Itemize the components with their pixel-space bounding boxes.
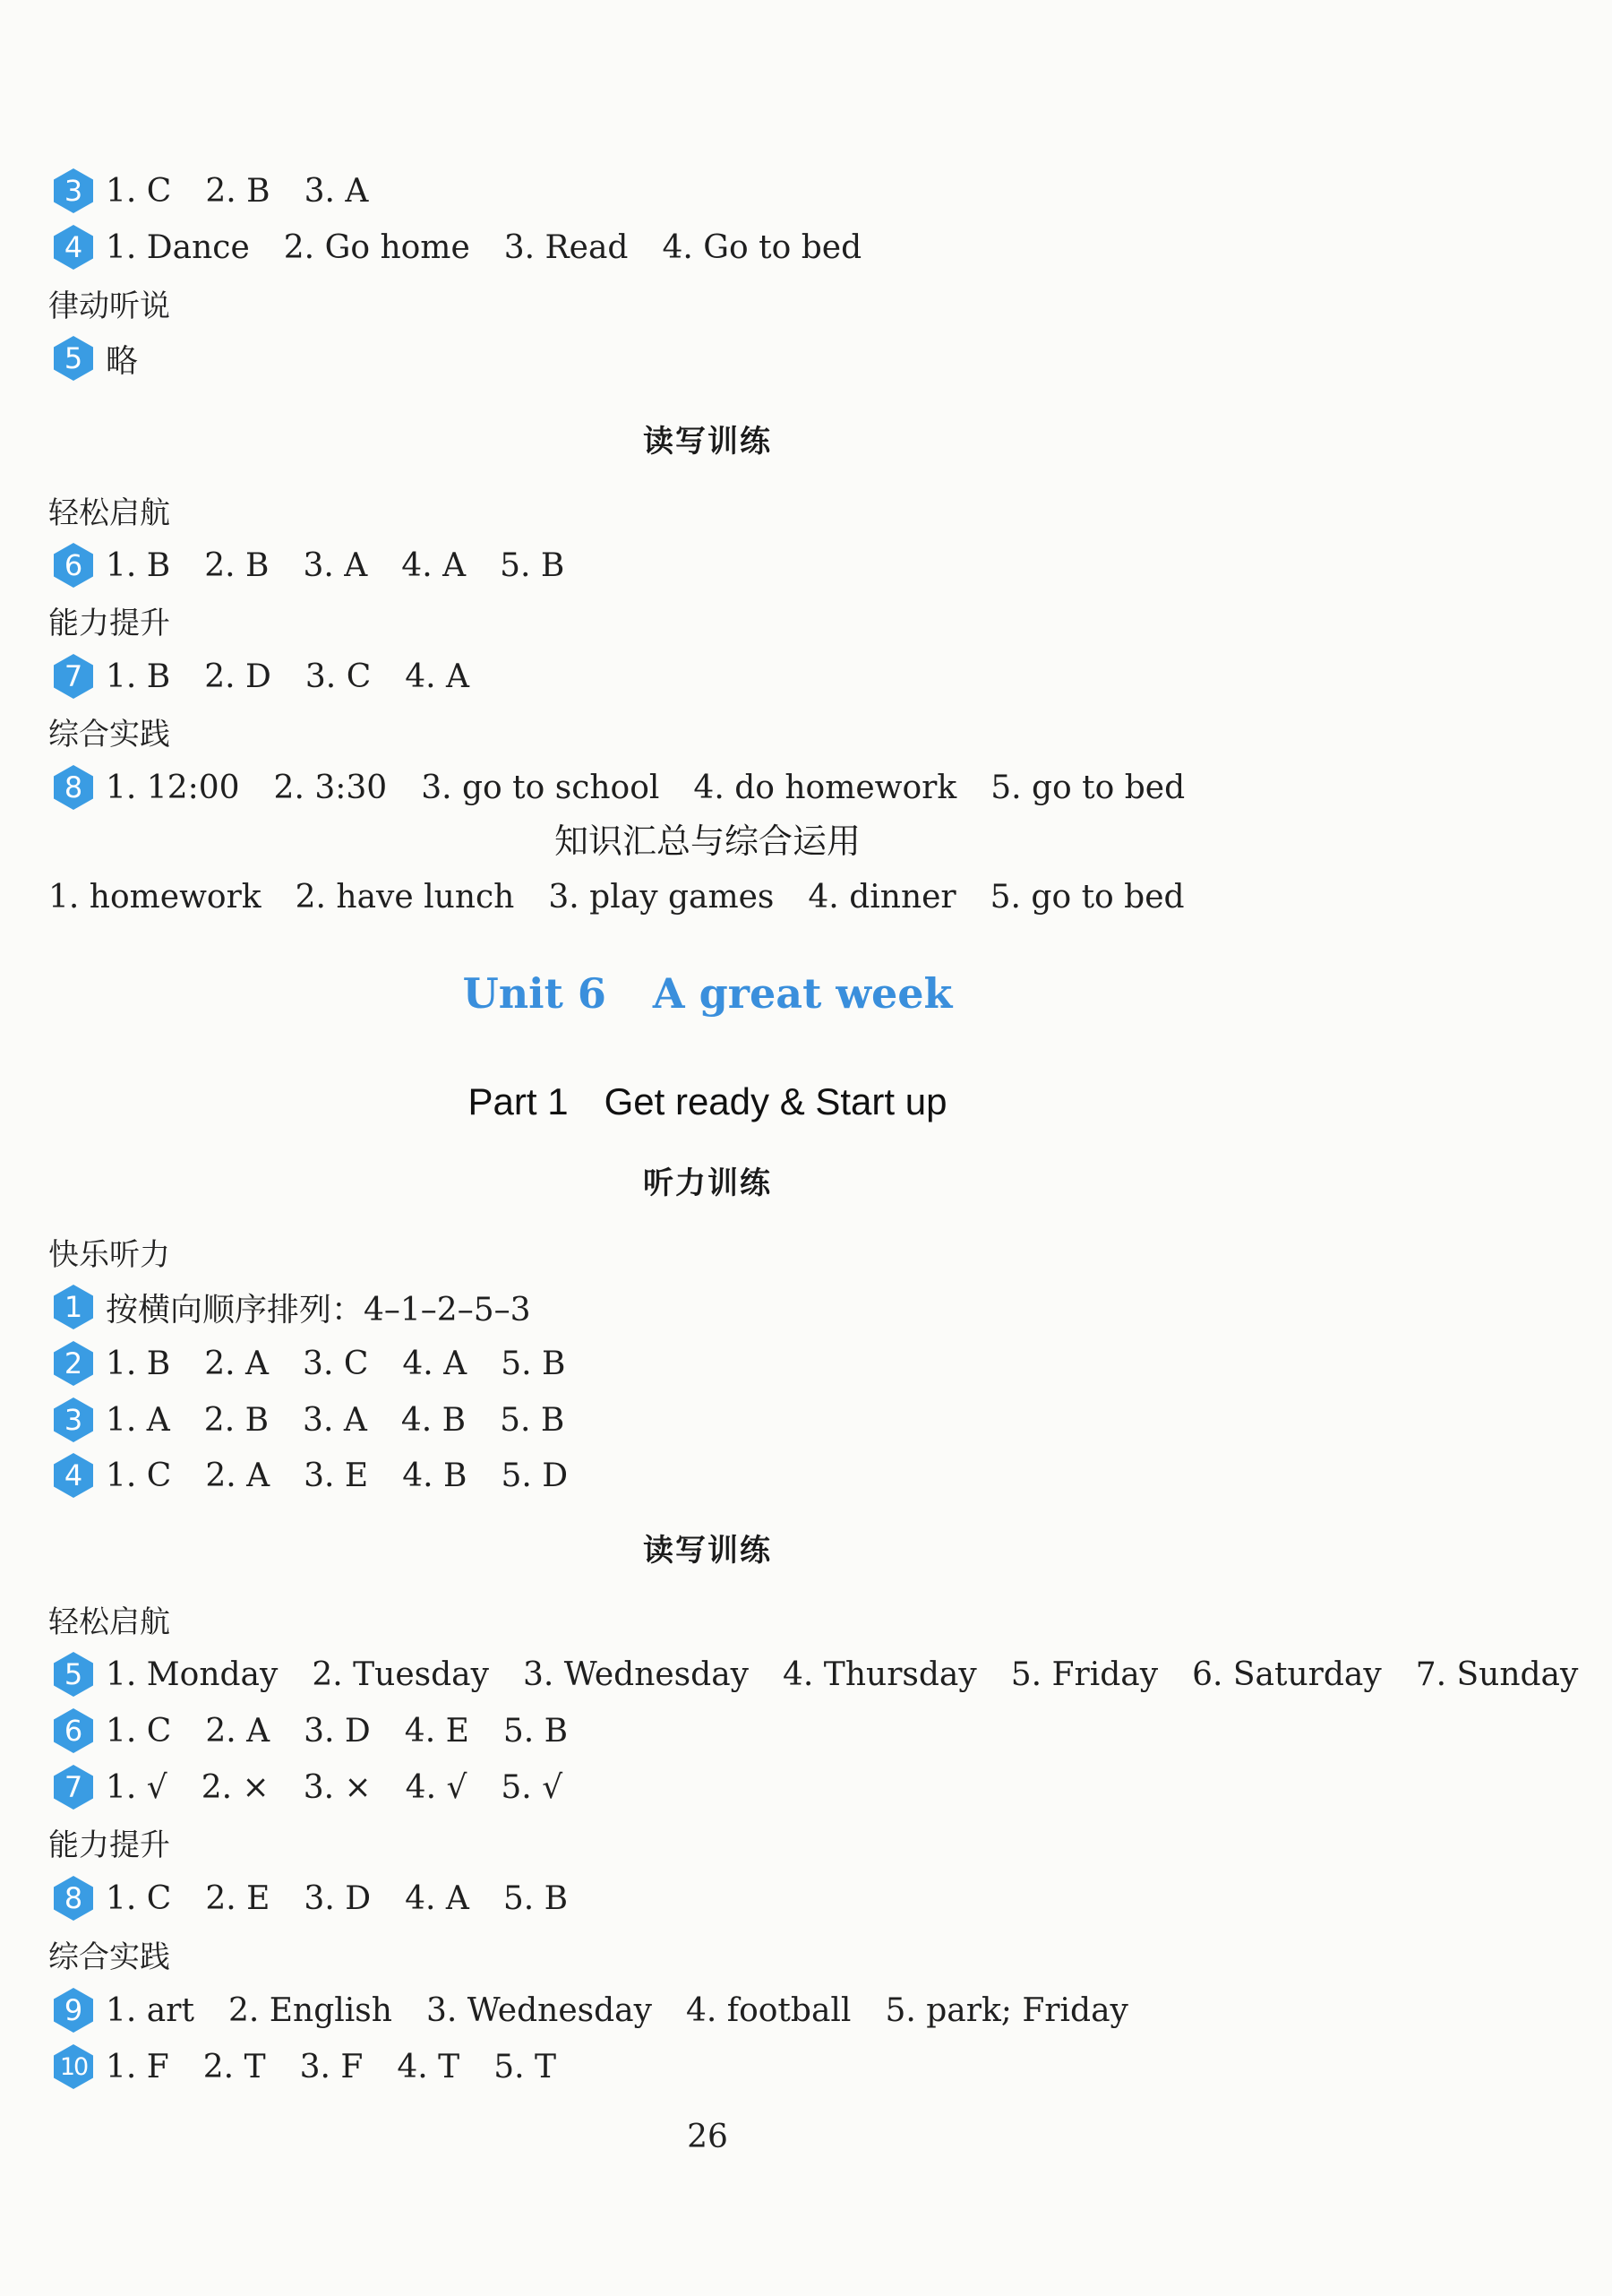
badge-number: 2 xyxy=(64,1346,83,1380)
answer-item: 5. Friday xyxy=(1010,1655,1159,1693)
answer-item: 4. A xyxy=(401,546,467,584)
answer-row-u9 xyxy=(50,1985,1162,2035)
badge-number: 7 xyxy=(64,1770,83,1804)
answer-row-3 xyxy=(50,166,402,216)
answer-row-u3 xyxy=(50,1395,598,1445)
answer-item: 2. A xyxy=(205,1457,270,1494)
hexagon-number-badge-icon xyxy=(50,2043,97,2090)
answer-item: 4. A xyxy=(402,1345,467,1382)
section-heading-summary: 知识汇总与综合运用 xyxy=(553,821,861,861)
answer-item: 3. play games xyxy=(548,878,775,916)
hexagon-number-badge-icon xyxy=(50,653,97,700)
section-label-qingsong: 轻松启航 xyxy=(48,495,170,531)
badge-number: 1 xyxy=(64,1290,83,1324)
badge-number: 10 xyxy=(59,2052,88,2081)
answer-item: 2. E xyxy=(205,1879,270,1917)
answer-item: 4. Go to bed xyxy=(662,228,862,266)
hexagon-number-badge-icon xyxy=(50,1875,97,1922)
answer-item: 1. C xyxy=(106,1879,172,1917)
answer-item: 5. go to bed xyxy=(990,769,1186,806)
answer-item: 2. × xyxy=(201,1768,270,1806)
answer-item: 4. √ xyxy=(405,1768,467,1806)
answer-row-u7 xyxy=(50,1762,596,1812)
answer-row-u8 xyxy=(50,1873,602,1923)
answer-item: 2. Tuesday xyxy=(312,1655,489,1693)
section-heading-reading-writing: 读写训练 xyxy=(643,424,772,460)
badge-number: 4 xyxy=(64,1458,83,1492)
answer-item: 3. Wednesday xyxy=(522,1655,750,1693)
answer-item: 5. B xyxy=(500,546,565,584)
answer-row-4 xyxy=(50,222,896,272)
answer-item: 5. park; Friday xyxy=(885,1991,1128,2029)
answer-item: 1. art xyxy=(106,1991,194,2029)
answer-row-u10 xyxy=(50,2042,590,2092)
answer-item: 4. football xyxy=(685,1991,852,2029)
answer-item: 3. F xyxy=(299,2048,364,2085)
answer-row-u4 xyxy=(50,1450,602,1501)
answer-item: 3. D xyxy=(304,1879,372,1917)
answer-item: 2. B xyxy=(204,546,270,584)
answer-item: 3. go to school xyxy=(421,769,660,806)
part-name: Get ready & Start up xyxy=(604,1080,947,1122)
answer-item: 1. 12:00 xyxy=(106,769,240,806)
badge-number: 3 xyxy=(64,1403,83,1437)
answer-item: 3. A xyxy=(304,172,369,210)
answer-item: 3. A xyxy=(303,546,368,584)
summary-row xyxy=(48,872,1219,922)
section-label-nengli: 能力提升 xyxy=(48,606,170,641)
answer-row-u1 xyxy=(50,1282,565,1332)
answer-row-6 xyxy=(50,540,598,590)
hexagon-number-badge-icon xyxy=(50,1284,97,1330)
answer-item: 1. B xyxy=(106,546,171,584)
answer-item: 1. homework xyxy=(48,878,262,916)
answer-item: 3. Read xyxy=(503,228,629,266)
answer-item: 3. × xyxy=(303,1768,372,1806)
badge-number: 5 xyxy=(64,341,83,375)
answer-item: 略 xyxy=(106,342,139,380)
answer-item: 3. A xyxy=(303,1401,367,1439)
answer-item: 6. Saturday xyxy=(1192,1655,1382,1693)
answer-row-u2 xyxy=(50,1338,599,1389)
answer-item: 4. dinner xyxy=(808,878,956,916)
answer-item: 2. D xyxy=(204,658,271,695)
section-label-zonghe-2: 综合实践 xyxy=(48,1939,170,1975)
answer-item: 1. C xyxy=(106,1457,172,1494)
answer-item: 4. B xyxy=(400,1401,467,1439)
badge-number: 8 xyxy=(64,1881,83,1915)
answer-item: 7. Sunday xyxy=(1415,1655,1579,1693)
answer-item: 4. T xyxy=(397,2048,460,2085)
answer-item: 2. Go home xyxy=(283,228,470,266)
answer-item: 2. B xyxy=(205,172,270,210)
section-label-zonghe: 综合实践 xyxy=(48,717,170,752)
answer-item: 按横向顺序排列：4–1–2–5–3 xyxy=(106,1291,531,1329)
answer-item: 1. B xyxy=(106,1345,171,1382)
unit-label: Unit 6 xyxy=(462,969,606,1018)
part-label: Part 1 xyxy=(467,1080,569,1122)
hexagon-number-badge-icon xyxy=(50,1452,97,1499)
hexagon-number-badge-icon xyxy=(50,1340,97,1387)
hexagon-number-badge-icon xyxy=(50,335,97,382)
badge-number: 6 xyxy=(64,548,83,582)
answer-item: 5. B xyxy=(502,1879,569,1917)
answer-item: 1. Dance xyxy=(106,228,250,266)
answer-item: 5. B xyxy=(500,1401,565,1439)
badge-number: 7 xyxy=(64,659,83,693)
answer-item: 2. have lunch xyxy=(295,878,515,916)
answer-item: 2. A xyxy=(204,1345,270,1382)
section-heading-listening: 听力训练 xyxy=(643,1165,772,1201)
answer-item: 5. √ xyxy=(501,1768,563,1806)
answer-item: 5. T xyxy=(493,2048,556,2085)
answer-item: 5. B xyxy=(501,1345,566,1382)
unit-title xyxy=(0,969,1415,1018)
answer-item: 2. A xyxy=(205,1712,270,1750)
section-label-kuaile: 快乐听力 xyxy=(48,1237,170,1273)
answer-item: 2. B xyxy=(203,1401,270,1439)
answer-row-7 xyxy=(50,651,503,701)
answer-item: 5. go to bed xyxy=(990,878,1185,916)
answer-item: 5. B xyxy=(502,1712,569,1750)
answer-row-u5 xyxy=(50,1649,1612,1699)
answer-row-u6 xyxy=(50,1706,602,1756)
answer-item: 4. B xyxy=(402,1457,467,1494)
badge-number: 8 xyxy=(64,770,83,804)
badge-number: 3 xyxy=(64,174,83,208)
answer-item: 4. do homework xyxy=(693,769,957,806)
answer-item: 3. C xyxy=(303,1345,369,1382)
answer-row-8 xyxy=(50,762,1219,813)
hexagon-number-badge-icon xyxy=(50,1987,97,2034)
hexagon-number-badge-icon xyxy=(50,1397,97,1443)
answer-item: 3. D xyxy=(304,1712,371,1750)
answer-item: 1. F xyxy=(106,2048,169,2085)
page-number: 26 xyxy=(687,2119,728,2155)
answer-item: 4. E xyxy=(404,1712,469,1750)
part-title xyxy=(0,1080,1415,1123)
answer-item: 1. C xyxy=(106,172,172,210)
answer-item: 2. 3:30 xyxy=(273,769,388,806)
hexagon-number-badge-icon xyxy=(50,1651,97,1698)
badge-number: 6 xyxy=(64,1714,83,1748)
hexagon-number-badge-icon xyxy=(50,1764,97,1810)
hexagon-number-badge-icon xyxy=(50,168,97,214)
answer-item: 1. A xyxy=(106,1401,170,1439)
answer-item: 4. Thursday xyxy=(783,1655,977,1693)
answer-item: 3. E xyxy=(304,1457,369,1494)
answer-item: 1. B xyxy=(106,658,171,695)
unit-name: A great week xyxy=(652,969,953,1018)
badge-number: 4 xyxy=(64,230,83,264)
answer-item: 5. D xyxy=(501,1457,569,1494)
answer-item: 2. T xyxy=(202,2048,266,2085)
answer-item: 2. English xyxy=(227,1991,392,2029)
hexagon-number-badge-icon xyxy=(50,542,97,589)
section-label-lvdong: 律动听说 xyxy=(48,288,170,324)
hexagon-number-badge-icon xyxy=(50,1707,97,1754)
answer-item: 3. C xyxy=(304,658,372,695)
section-label-qingsong-2: 轻松启航 xyxy=(48,1604,170,1640)
section-label-nengli-2: 能力提升 xyxy=(48,1827,170,1863)
section-heading-reading-writing-2: 读写训练 xyxy=(643,1533,772,1569)
answer-row-5 xyxy=(50,333,172,383)
hexagon-number-badge-icon xyxy=(50,224,97,271)
badge-number: 5 xyxy=(64,1657,83,1691)
answer-item: 3. Wednesday xyxy=(425,1991,652,2029)
answer-item: 1. Monday xyxy=(106,1655,279,1693)
answer-item: 1. √ xyxy=(106,1768,167,1806)
answer-item: 4. A xyxy=(405,658,470,695)
answer-item: 1. C xyxy=(106,1712,172,1750)
badge-number: 9 xyxy=(64,1993,83,2027)
hexagon-number-badge-icon xyxy=(50,764,97,811)
answer-item: 4. A xyxy=(405,1879,469,1917)
